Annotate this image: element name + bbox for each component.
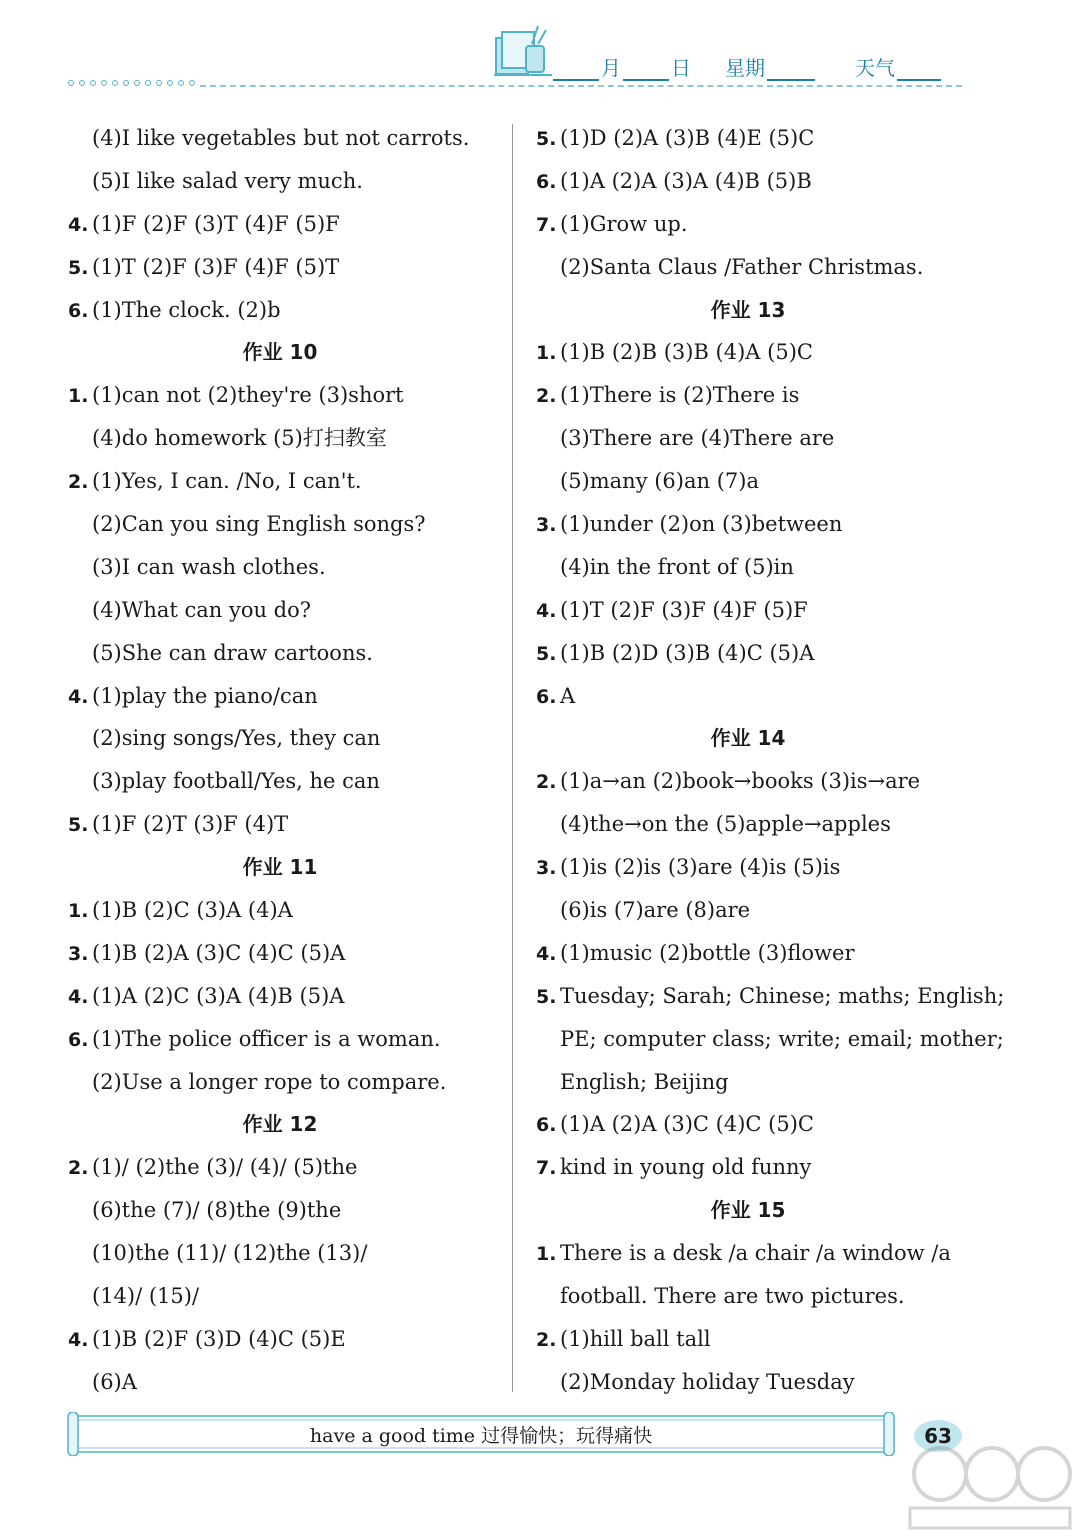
month-blank[interactable] <box>553 57 599 81</box>
answer-item <box>68 932 488 975</box>
answer-item <box>536 374 976 417</box>
answer-item <box>536 1103 976 1146</box>
question-number: 2. <box>536 1328 557 1351</box>
answer-line: (2)sing songs/Yes, they can <box>92 726 381 751</box>
question-number: 5. <box>68 256 89 279</box>
answer-item <box>68 246 488 289</box>
question-number: 3. <box>68 942 89 965</box>
question-number: 1. <box>536 342 557 365</box>
section-heading: 作业 13 <box>710 297 786 322</box>
answer-text: (1)The police officer is a woman. <box>92 1026 441 1051</box>
answer-text: (1)F (2)F (3)T (4)F (5)F <box>92 211 340 236</box>
answer-item <box>536 203 976 246</box>
question-number: 4. <box>68 985 89 1008</box>
weekday-label: 星期 <box>725 56 765 80</box>
answer-item <box>68 460 488 503</box>
answer-text: (1)B (2)A (3)C (4)C (5)A <box>92 940 346 965</box>
answer-item <box>536 589 976 632</box>
section-heading: 作业 15 <box>710 1198 786 1223</box>
question-number: 7. <box>536 1157 557 1180</box>
question-number: 3. <box>536 514 557 537</box>
question-number: 2. <box>536 385 557 408</box>
question-number: 6. <box>536 170 557 193</box>
month-label: 月 <box>601 56 621 80</box>
answer-line: (3)There are (4)There are <box>560 426 835 451</box>
answer-line: (2)Use a longer rope to compare. <box>92 1069 447 1094</box>
answer-text: (1)music (2)bottle (3)flower <box>560 940 855 965</box>
answer-line: (4)What can you do? <box>92 597 312 622</box>
answer-text: There is a desk /a chair /a window /a <box>560 1241 951 1266</box>
answer-text: (1)T (2)F (3)F (4)F (5)T <box>92 254 340 279</box>
day-blank[interactable] <box>623 57 669 81</box>
footer-motto: have a good time 过得愉快；玩得痛快 <box>309 1425 653 1447</box>
page-number-text: 63 <box>924 1424 952 1448</box>
question-number: 6. <box>68 1028 89 1051</box>
question-number: 5. <box>536 985 557 1008</box>
answer-text: Tuesday; Sarah; Chinese; maths; English; <box>560 983 1005 1008</box>
answer-text: (1)Yes, I can. /No, I can't. <box>92 469 362 494</box>
answer-line: (6)A <box>92 1369 137 1394</box>
question-number: 6. <box>68 299 89 322</box>
answer-line: (5)She can draw cartoons. <box>92 640 373 665</box>
page-header <box>0 0 1082 100</box>
answer-item <box>68 1318 488 1361</box>
weather-label: 天气 <box>855 56 895 80</box>
answer-text: (1)hill ball tall <box>560 1326 711 1351</box>
question-number: 7. <box>536 213 557 236</box>
answer-text: (1)a→an (2)book→books (3)is→are <box>560 769 921 794</box>
answer-line: (2)Monday holiday Tuesday <box>560 1369 855 1394</box>
question-number: 1. <box>68 900 89 923</box>
book-cup-icon <box>492 22 554 78</box>
answer-item <box>68 889 488 932</box>
question-number: 2. <box>536 771 557 794</box>
section-heading: 作业 14 <box>710 726 786 751</box>
answer-item <box>68 1146 488 1189</box>
answer-text: (1)There is (2)There is <box>560 383 800 408</box>
answer-line: English; Beijing <box>560 1069 729 1094</box>
answer-item <box>536 1232 976 1275</box>
answer-item <box>68 675 488 718</box>
answer-text: (1)play the piano/can <box>92 683 318 708</box>
answer-text: (1)A (2)C (3)A (4)B (5)A <box>92 983 345 1008</box>
answer-text: (1)/ (2)the (3)/ (4)/ (5)the <box>92 1155 358 1180</box>
answer-line: (4)I like vegetables but not carrots. <box>92 126 470 150</box>
answer-line: (3)play football/Yes, he can <box>92 769 380 794</box>
answer-line: (4)the→on the (5)apple→apples <box>560 812 891 837</box>
section-heading: 作业 12 <box>242 1112 318 1137</box>
question-number: 2. <box>68 1157 89 1180</box>
answer-line: (4)do homework (5)打扫教室 <box>92 426 387 451</box>
answer-item <box>536 846 976 889</box>
question-number: 6. <box>536 685 557 708</box>
answer-item <box>68 975 488 1018</box>
answer-line: (14)/ (15)/ <box>92 1284 200 1309</box>
answer-text: (1)is (2)is (3)are (4)is (5)is <box>560 855 841 880</box>
answer-text: (1)can not (2)they're (3)short <box>92 383 404 408</box>
answer-text: (1)B (2)B (3)B (4)A (5)C <box>560 340 813 365</box>
answer-text: (1)D (2)A (3)B (4)E (5)C <box>560 126 815 150</box>
question-number: 4. <box>536 942 557 965</box>
question-number: 5. <box>536 128 557 150</box>
question-number: 4. <box>536 599 557 622</box>
answer-line: (2)Can you sing English songs? <box>92 512 426 537</box>
answer-item <box>536 503 976 546</box>
answer-text: (1)B (2)C (3)A (4)A <box>92 898 293 923</box>
answer-line: PE; computer class; write; email; mother; <box>560 1026 1004 1051</box>
answer-item <box>536 117 976 160</box>
column-divider <box>512 124 513 1392</box>
footer-scroll-banner <box>66 1412 896 1456</box>
question-number: 1. <box>68 385 89 408</box>
answer-line: (5)I like salad very much. <box>92 168 363 193</box>
answer-item <box>68 203 488 246</box>
answer-item <box>536 1146 976 1189</box>
answer-line: (6)is (7)are (8)are <box>560 898 751 923</box>
answer-item <box>536 975 1005 1018</box>
answer-item <box>536 932 976 975</box>
answer-line: (5)many (6)an (7)a <box>560 469 759 494</box>
day-label: 日 <box>671 56 691 80</box>
header-dashed-line <box>200 85 962 87</box>
question-number: 5. <box>536 642 557 665</box>
question-number: 6. <box>536 1114 557 1137</box>
answer-line: (6)the (7)/ (8)the (9)the <box>92 1198 342 1223</box>
question-number: 4. <box>68 1328 89 1351</box>
weather-blank[interactable] <box>897 57 941 81</box>
question-number: 4. <box>68 213 89 236</box>
answer-line: (2)Santa Claus /Father Christmas. <box>560 254 924 279</box>
answer-item <box>536 160 976 203</box>
question-number: 3. <box>536 857 557 880</box>
answer-item <box>536 675 976 718</box>
header-dots <box>68 80 195 86</box>
answer-text: kind in young old funny <box>560 1155 812 1180</box>
weekday-blank[interactable] <box>767 57 815 81</box>
question-number: 1. <box>536 1243 557 1266</box>
answer-item <box>68 374 488 417</box>
answer-text: (1)A (2)A (3)A (4)B (5)B <box>560 168 812 193</box>
watermark-logo-icon <box>900 1440 1075 1532</box>
answer-text: (1)The clock. (2)b <box>92 297 281 322</box>
answer-text: (1)T (2)F (3)F (4)F (5)F <box>560 597 808 622</box>
answer-item <box>536 1318 976 1361</box>
answer-item <box>536 632 976 675</box>
answer-text: (1)B (2)F (3)D (4)C (5)E <box>92 1326 346 1351</box>
answer-text: A <box>560 683 576 708</box>
answer-item <box>536 331 976 374</box>
answer-item <box>68 803 488 846</box>
answer-text: (1)F (2)T (3)F (4)T <box>92 812 289 837</box>
question-number: 5. <box>68 814 89 837</box>
answer-text: (1)B (2)D (3)B (4)C (5)A <box>560 640 815 665</box>
answer-line: (4)in the front of (5)in <box>560 554 794 579</box>
answer-column-left <box>68 117 488 1404</box>
section-heading: 作业 10 <box>242 340 318 365</box>
answer-line: (10)the (11)/ (12)the (13)/ <box>92 1241 368 1266</box>
answer-column-right <box>536 117 1005 1404</box>
answer-text: (1)under (2)on (3)between <box>560 512 843 537</box>
date-weather-fields <box>553 52 941 81</box>
answer-line: football. There are two pictures. <box>560 1284 905 1309</box>
answer-text: (1)Grow up. <box>560 211 688 236</box>
answer-item <box>68 289 488 332</box>
answer-text: (1)A (2)A (3)C (4)C (5)C <box>560 1112 814 1137</box>
answer-line: (3)I can wash clothes. <box>92 554 326 579</box>
section-heading: 作业 11 <box>242 855 318 880</box>
answer-item <box>68 1018 488 1061</box>
question-number: 4. <box>68 685 89 708</box>
question-number: 2. <box>68 471 89 494</box>
answer-item <box>536 760 976 803</box>
